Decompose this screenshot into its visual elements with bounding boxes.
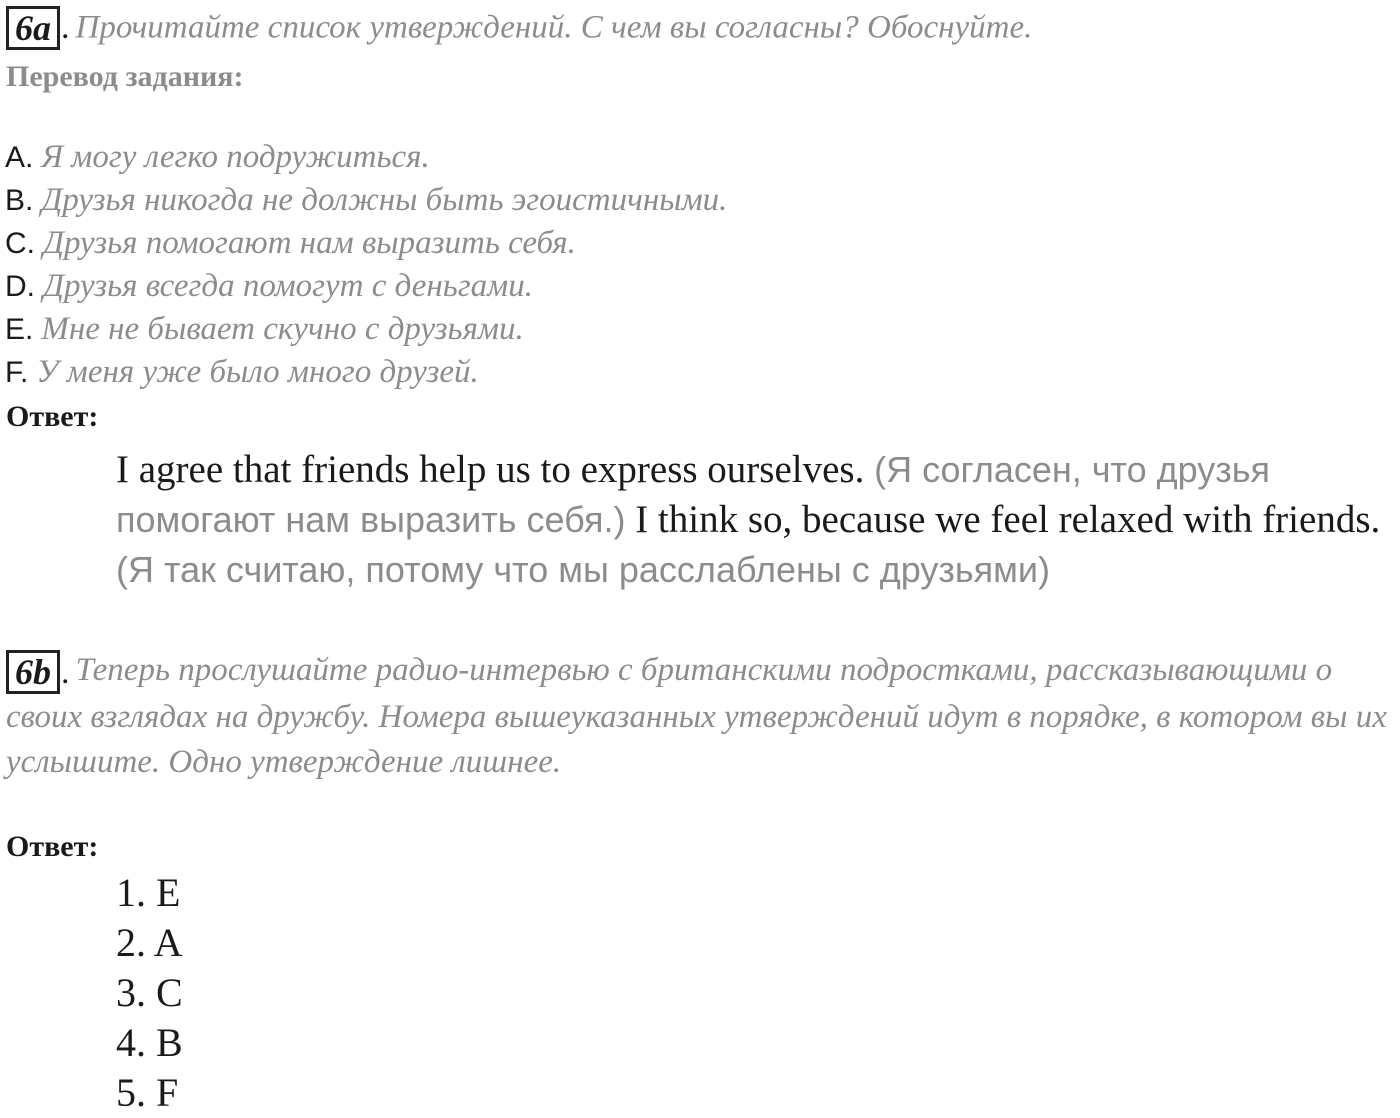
- answer-en-1: I agree that friends help us to express ourselves.: [116, 448, 865, 491]
- answer-label-6a: Ответ:: [6, 400, 99, 433]
- statement-a: [5, 138, 430, 176]
- statement-letter: D.: [5, 270, 35, 303]
- list-item: 2. A: [116, 920, 183, 965]
- statement-text: Мне не бывает скучно с друзьями.: [41, 311, 524, 347]
- task-6a-dot: .: [61, 9, 70, 46]
- statement-e: [5, 310, 524, 348]
- statement-letter: B.: [5, 184, 34, 217]
- task-6a-number: 6a: [6, 6, 60, 50]
- answer-6a-paragraph: [116, 445, 1400, 595]
- answer-label-6b: Ответ:: [6, 830, 99, 863]
- list-item: 5. F: [116, 1070, 179, 1115]
- statement-text: Друзья никогда не должны быть эгоистичными.: [41, 182, 728, 218]
- task-6a-instruction: Прочитайте список утверждений. С чем вы согласны? Обоснуйте.: [75, 9, 1033, 46]
- statement-letter: E.: [5, 313, 34, 346]
- translation-label: Перевод задания:: [6, 60, 244, 93]
- statement-b: [5, 181, 727, 219]
- task-6b-instruction: Теперь прослушайте радио-интервью с британскими подростками, рассказывающими о своих взглядах на дружбу. Номера вышеуказанных утверждений идут в порядке, в котором вы их услышите. Одно утверждение лишнее.: [6, 652, 1387, 780]
- task-6b-dot: .: [61, 653, 70, 691]
- answer-6b-list: [116, 868, 183, 1118]
- task-6a-header: [6, 6, 1032, 50]
- statement-f: [5, 353, 479, 391]
- statement-c: [5, 224, 576, 262]
- statement-text: У меня уже было много друзей.: [36, 354, 479, 390]
- answer-ru-1: (Я согласен, что друзья помогают нам выразить себя.): [116, 449, 1271, 540]
- list-item: 1. E: [116, 870, 181, 915]
- answer-ru-2: (Я так считаю, потому что мы расслаблены с друзьями): [116, 549, 1050, 590]
- task-6b-header: [6, 648, 1400, 785]
- task-6b-number: 6b: [6, 650, 60, 694]
- statement-d: [5, 267, 533, 305]
- list-item: 3. C: [116, 970, 183, 1015]
- statement-text: Друзья всегда помогут с деньгами.: [43, 268, 533, 304]
- statement-text: Друзья помогают нам выразить себя.: [43, 225, 576, 261]
- answer-en-2: I think so, because we feel relaxed with friends.: [635, 498, 1381, 541]
- statement-text: Я могу легко подружиться.: [41, 139, 430, 175]
- statement-letter: F.: [5, 356, 29, 389]
- statement-letter: A.: [5, 141, 34, 174]
- list-item: 4. B: [116, 1020, 183, 1065]
- statement-letter: C.: [5, 227, 35, 260]
